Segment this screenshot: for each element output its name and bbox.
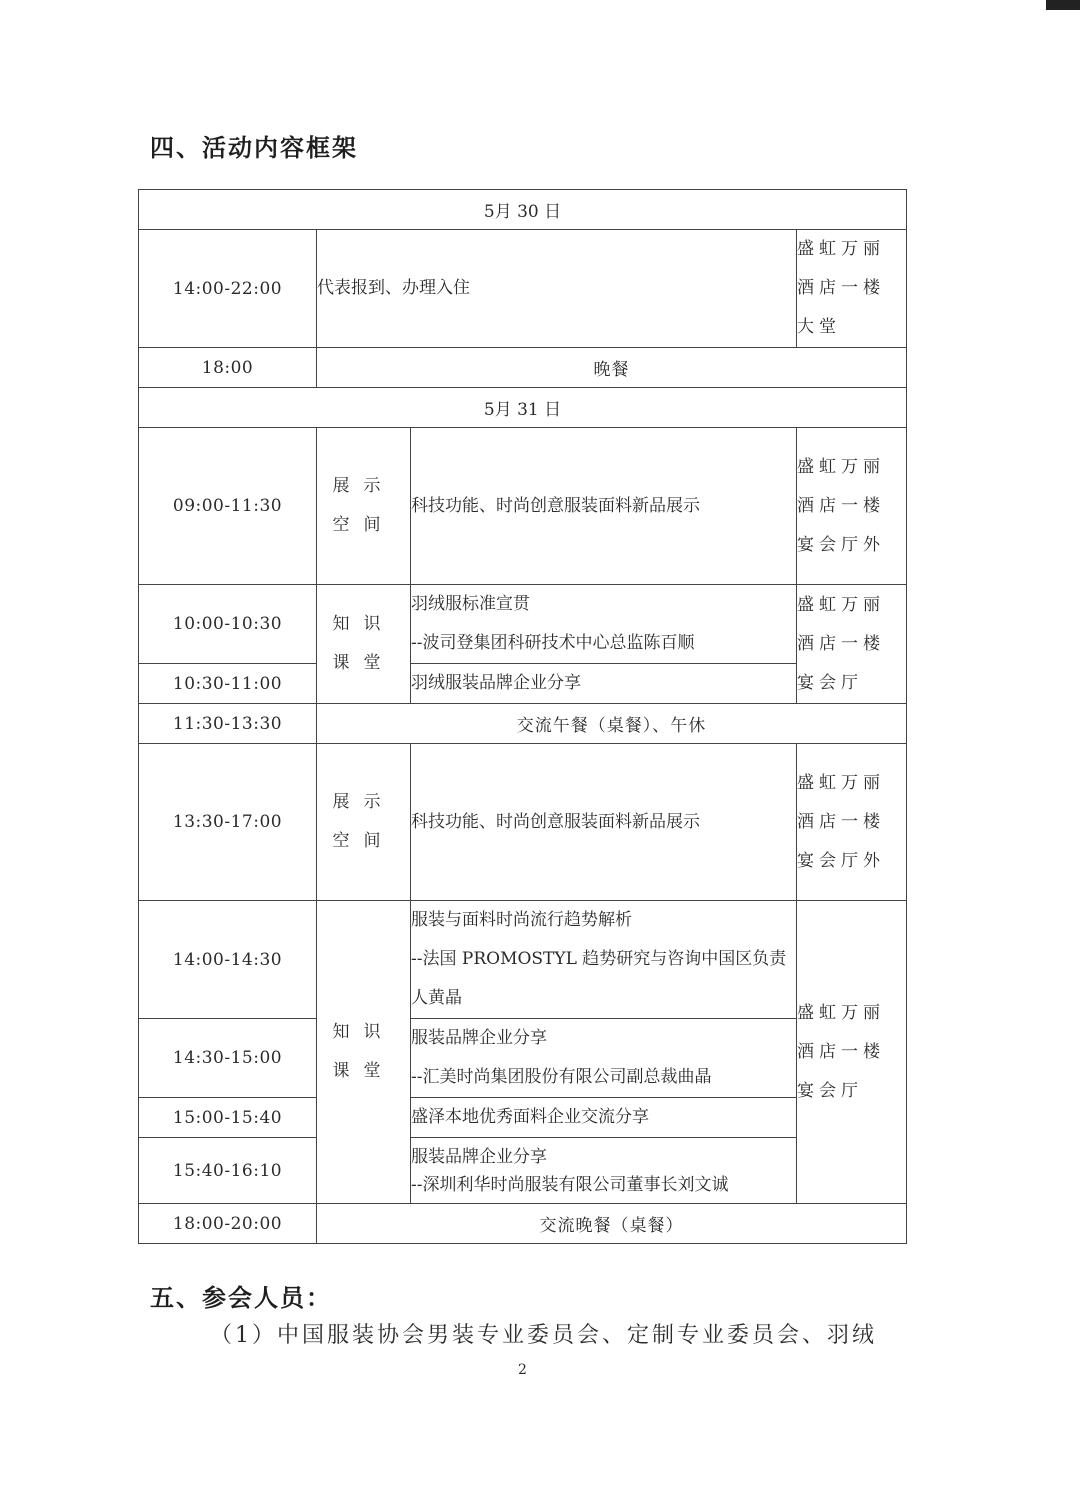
- pm-class-row-3: [139, 1098, 907, 1138]
- content-cell: 羽绒服装品牌企业分享: [411, 664, 797, 704]
- category-line: 知识: [332, 1022, 395, 1042]
- venue-line: 酒店一楼: [797, 278, 885, 298]
- venue-cell: [797, 901, 907, 1204]
- talk-speaker: --深圳利华时尚服装有限公司董事长刘文诚: [411, 1174, 729, 1195]
- date-row-may-31: [139, 388, 907, 428]
- scan-edge-mark: [1046, 0, 1080, 10]
- content-cell: [411, 585, 797, 664]
- talk-title: 羽绒服标准宣贯: [411, 594, 530, 614]
- category-line: 展示: [332, 792, 395, 812]
- venue-line: 盛虹万丽: [797, 239, 885, 259]
- category-cell: [317, 585, 411, 704]
- checkin-row: [139, 230, 907, 348]
- venue-line: 宴会厅外: [797, 534, 885, 555]
- time-cell: 14:30-15:00: [139, 1019, 317, 1098]
- schedule-table: [138, 189, 907, 1244]
- content-cell: [411, 901, 797, 1019]
- date-cell: 5月 30 日: [139, 190, 907, 230]
- talk-title: 服装品牌企业分享: [411, 1146, 547, 1167]
- pm-class-row-2: [139, 1019, 907, 1098]
- date-row-may-30: [139, 190, 907, 230]
- time-cell: 13:30-17:00: [139, 744, 317, 901]
- category-line: 知识: [332, 614, 395, 634]
- time-cell: 09:00-11:30: [139, 428, 317, 585]
- talk-title: 服装品牌企业分享: [411, 1028, 547, 1048]
- section-5-heading: 五、参会人员：: [150, 1283, 332, 1312]
- time-cell: 18:00-20:00: [139, 1204, 317, 1244]
- time-cell: 18:00: [139, 348, 317, 388]
- venue-line: 酒店一楼: [797, 633, 885, 654]
- page-number: 2: [518, 1362, 527, 1378]
- meal-cell: 交流晚餐（桌餐）: [317, 1204, 907, 1244]
- evening-row: [139, 1204, 907, 1244]
- lunch-row: [139, 704, 907, 744]
- talk-speaker: --波司登集团科研技术中心总监陈百顺: [411, 633, 695, 653]
- venue-cell: [797, 428, 907, 585]
- venue-line: 盛虹万丽: [797, 1002, 885, 1023]
- category-line: 空间: [332, 831, 395, 851]
- am-class-row-1: [139, 585, 907, 664]
- attendees-paragraph: （1）中国服装协会男装专业委员会、定制专业委员会、羽绒: [210, 1323, 877, 1348]
- category-cell: [317, 744, 411, 901]
- talk-speaker: --法国 PROMOSTYL 趋势研究与咨询中国区负责: [411, 949, 787, 969]
- date-cell: 5月 31 日: [139, 388, 907, 428]
- venue-line: 宴会厅: [797, 672, 863, 693]
- venue-cell: [797, 230, 907, 348]
- content-cell: 代表报到、办理入住: [317, 230, 797, 348]
- venue-line: 酒店一楼: [797, 495, 885, 516]
- time-cell: 14:00-22:00: [139, 230, 317, 348]
- venue-cell: [797, 744, 907, 901]
- time-cell: 10:30-11:00: [139, 664, 317, 704]
- talk-speaker: --汇美时尚集团股份有限公司副总裁曲晶: [411, 1067, 712, 1087]
- talk-speaker: 人黄晶: [411, 988, 462, 1008]
- venue-cell: [797, 585, 907, 704]
- talk-title: 服装与面料时尚流行趋势解析: [411, 910, 632, 930]
- time-cell: 14:00-14:30: [139, 901, 317, 1019]
- venue-line: 盛虹万丽: [797, 456, 885, 477]
- venue-line: 宴会厅: [797, 1080, 863, 1101]
- category-cell: [317, 901, 411, 1204]
- am-class-row-2: [139, 664, 907, 704]
- venue-line: 盛虹万丽: [797, 772, 885, 793]
- category-line: 展示: [332, 476, 395, 496]
- meal-cell: 交流午餐（桌餐）、午休: [317, 704, 907, 744]
- category-line: 空间: [332, 515, 395, 535]
- pm-class-row-1: [139, 901, 907, 1019]
- category-cell: [317, 428, 411, 585]
- content-cell: [411, 1138, 797, 1204]
- section-4-heading: 四、活动内容框架: [150, 133, 358, 162]
- time-cell: 15:40-16:10: [139, 1138, 317, 1204]
- am-exhibit-row: [139, 428, 907, 585]
- venue-line: 宴会厅外: [797, 850, 885, 871]
- pm-exhibit-row: [139, 744, 907, 901]
- time-cell: 15:00-15:40: [139, 1098, 317, 1138]
- meal-cell: 晚餐: [317, 348, 907, 388]
- content-cell: [411, 1019, 797, 1098]
- content-cell: 科技功能、时尚创意服装面料新品展示: [411, 428, 797, 585]
- dinner-row: [139, 348, 907, 388]
- content-cell: 盛泽本地优秀面料企业交流分享: [411, 1098, 797, 1138]
- venue-line: 酒店一楼: [797, 811, 885, 832]
- pm-class-row-4: [139, 1138, 907, 1204]
- venue-line: 盛虹万丽: [797, 594, 885, 615]
- venue-line: 大堂: [797, 317, 841, 337]
- time-cell: 10:00-10:30: [139, 585, 317, 664]
- category-line: 课堂: [332, 653, 395, 673]
- venue-line: 酒店一楼: [797, 1041, 885, 1062]
- category-line: 课堂: [332, 1061, 395, 1081]
- time-cell: 11:30-13:30: [139, 704, 317, 744]
- content-cell: 科技功能、时尚创意服装面料新品展示: [411, 744, 797, 901]
